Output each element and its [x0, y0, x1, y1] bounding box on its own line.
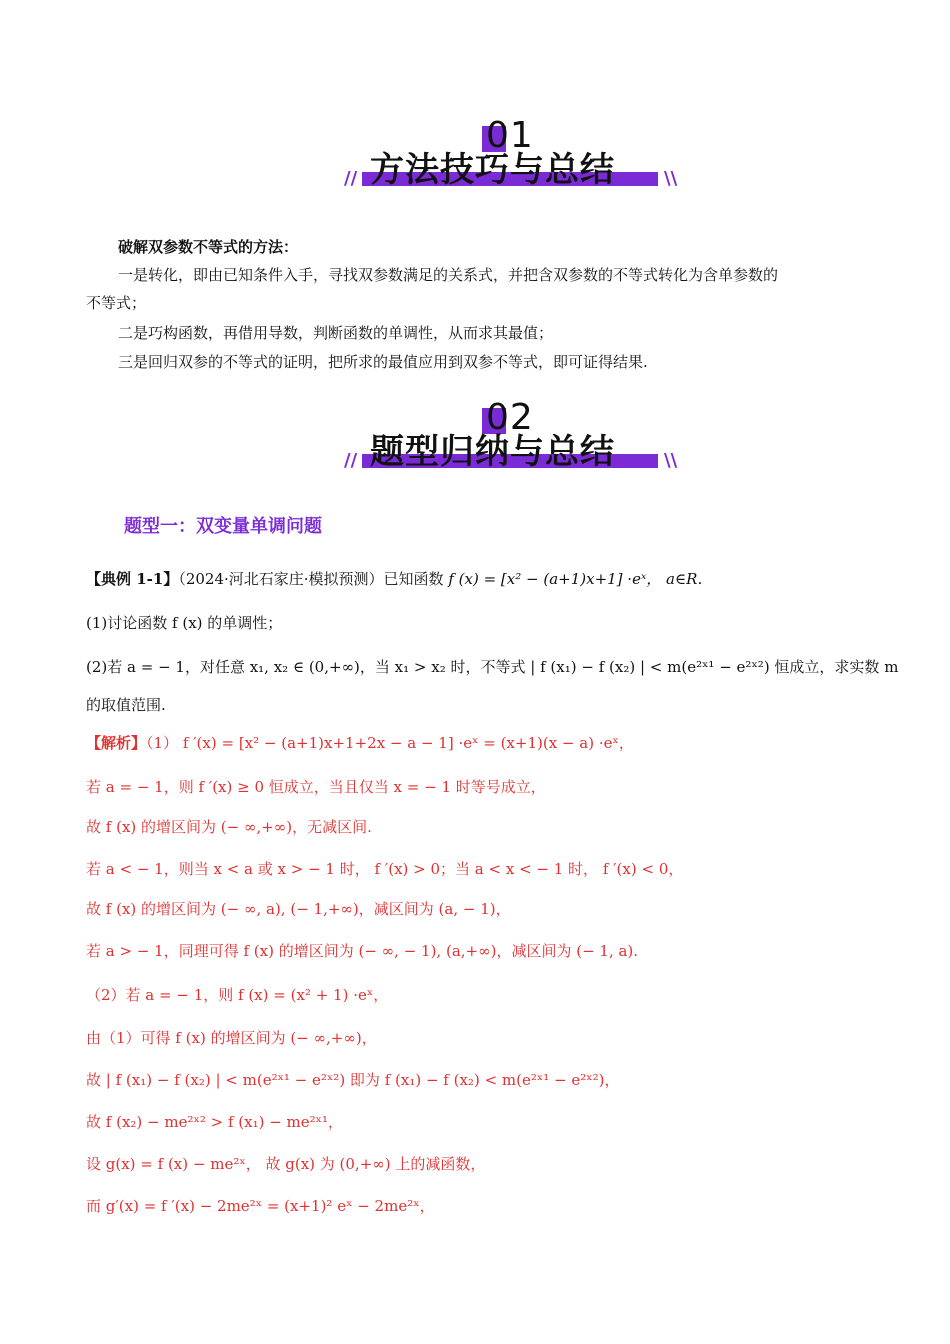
- method-paragraph-1: 一是转化，即由已知条件入手，寻找双参数满足的关系式，并把含双参数的不等式转化为含单参数的: [118, 266, 779, 284]
- example-function: f (x) = [x² − (a+1)x+1] ·eˣ， a∈R．: [448, 570, 713, 588]
- section-number: 02: [486, 397, 534, 438]
- example-statement: [86, 568, 712, 590]
- question-1: (1)讨论函数 f (x) 的单调性；: [86, 614, 283, 632]
- solution-line-12: 而 g′(x) = f ′(x) − 2me²ˣ = (x+1)² eˣ − 2me²ˣ，: [86, 1197, 435, 1215]
- solution-line-9: 故 | f (x₁) − f (x₂) | < m(e²ˣ¹ − e²ˣ²) 即为 f (x₁) − f (x₂) < m(e²ˣ¹ − e²ˣ²)，: [86, 1071, 620, 1089]
- solution-line-5: 故 f (x) 的增区间为 (− ∞, a), (− 1,+∞)，减区间为 (a, − 1)，: [86, 900, 511, 918]
- solution-label: 【解析】: [86, 734, 147, 752]
- solution-line-10: 故 f (x₂) − me²ˣ² > f (x₁) − me²ˣ¹，: [86, 1113, 344, 1131]
- method-heading: 破解双参数不等式的方法：: [118, 238, 299, 256]
- slash-left-icon: //: [344, 168, 358, 189]
- solution-line-7: （2）若 a = − 1，则 f (x) = (x² + 1) ·eˣ，: [86, 986, 389, 1004]
- question-2: (2)若 a = − 1，对任意 x₁, x₂ ∈ (0,+∞)，当 x₁ > x₂ 时，不等式 | f (x₁) − f (x₂) | < m(e²ˣ¹ − e²ˣ²) 恒成立，求实数 m: [86, 658, 899, 676]
- section-number: 01: [486, 115, 534, 156]
- solution-line-6: 若 a > − 1，同理可得 f (x) 的增区间为 (− ∞, − 1), (a,+∞)，减区间为 (− 1, a).: [86, 942, 639, 960]
- method-paragraph-3: 三是回归双参的不等式的证明，把所求的最值应用到双参不等式，即可证得结果.: [118, 353, 648, 371]
- topic-heading: 题型一：双变量单调问题: [124, 516, 322, 537]
- method-paragraph-2: 二是巧构函数，再借用导数，判断函数的单调性，从而求其最值；: [118, 324, 554, 342]
- section-title: 方法技巧与总结: [370, 150, 615, 190]
- slash-right-icon: \\: [664, 168, 678, 189]
- solution-line-1: [86, 732, 634, 754]
- method-paragraph-1-cont: 不等式；: [86, 294, 147, 312]
- question-2-cont: 的取值范围.: [86, 696, 166, 714]
- solution-text: （1） f ′(x) = [x² − (a+1)x+1+2x − a − 1] ·eˣ = (x+1)(x − a) ·eˣ，: [146, 734, 634, 752]
- example-source: （2024·河北石家庄·模拟预测）已知函数: [178, 570, 444, 588]
- example-label: 【典例 1-1】: [86, 570, 179, 588]
- solution-line-2: 若 a = − 1，则 f ′(x) ≥ 0 恒成立，当且仅当 x = − 1 时等号成立，: [86, 778, 546, 796]
- slash-left-icon: //: [344, 450, 358, 471]
- solution-line-4: 若 a < − 1，则当 x < a 或 x > − 1 时， f ′(x) > 0；当 a < x < − 1 时， f ′(x) < 0，: [86, 860, 684, 878]
- solution-line-11: 设 g(x) = f (x) − me²ˣ， 故 g(x) 为 (0,+∞) 上的减函数，: [86, 1155, 486, 1173]
- section-title: 题型归纳与总结: [370, 432, 615, 472]
- slash-right-icon: \\: [664, 450, 678, 471]
- section-header-2: [0, 398, 950, 488]
- solution-line-8: 由（1）可得 f (x) 的增区间为 (− ∞,+∞)，: [86, 1029, 377, 1047]
- solution-line-3: 故 f (x) 的增区间为 (− ∞,+∞)，无减区间.: [86, 818, 372, 836]
- section-header-1: [0, 116, 950, 206]
